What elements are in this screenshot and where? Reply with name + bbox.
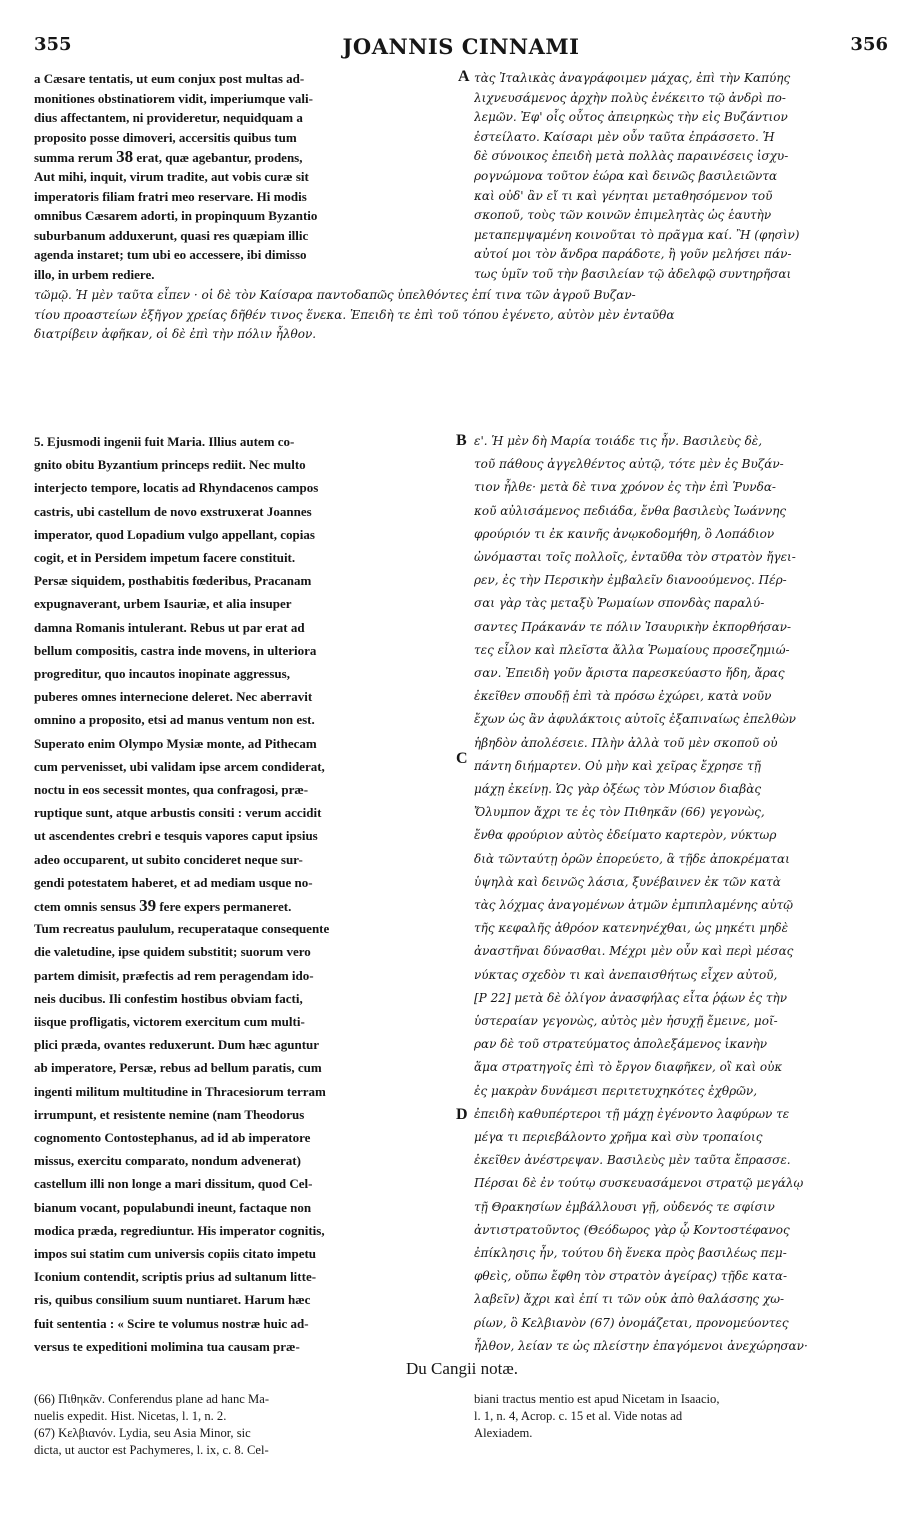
greek-line: τὰς Ἰταλικὰς ἀναγράφοιμεν μάχας, ἐπὶ τὴν Καπύης [474,71,791,85]
latin-line: adeo occuparent, ut subito concideret neque sur- [34,851,303,867]
greek-line: ὑστεραίαν γεγονὼς, αὐτὸς μὲν ἡσυχῇ ἔμεινε, μοῖ- [474,1014,778,1028]
greek-line: δὲ σύνοικος ἐπειδὴ μετὰ πολλὰς παραινέσεις ἰσχυ- [474,149,789,164]
greek-line: ἅμα στρατηγοῖς ἐπὶ τὸ ἔργον διαφῆκεν, οἳ καὶ οὐκ [474,1060,783,1075]
greek-line: καὶ οὐδ' ἂν εἴ τι καὶ γένηται μεταθησόμενον τοῦ [474,188,773,203]
footnote-line: (66) Πιθηκᾶν. Conferendus plane ad hanc Ma- [34,1392,270,1406]
latin-line: ruptique sunt, atque arbustis consiti : verum accidit [34,805,322,821]
greek-line: μεταπεμψαμένη κοινοῦται τὸ πρᾶγμα καί. Ἢ (φησὶν) [474,227,800,242]
latin-line: agenda instaret; tum ubi eo accessere, ibi dimisso [34,247,307,263]
greek-line: φρούριόν τι ἐκ καινῆς ἀνῳκοδομήθη, ὃ Λοπάδιον [474,526,775,541]
latin-line: plici præda, ovantes reduxerunt. Dum hæc aguntur [34,1037,320,1053]
greek-line: ρεν, ἐς τὴν Περσικὴν ἐμβαλεῖν διανοούμενος. Πέρ- [474,573,787,588]
margin-page-number: 39 [139,896,157,915]
latin-line: bellum compositis, castra inde movens, in ulteriora [34,642,317,658]
running-title: JOANNIS CINNAMI [342,34,580,59]
latin-line: monitiones obstinatiorem vidit, imperiumque vali- [34,90,313,106]
latin-line: interjecto tempore, locatis ad Rhyndacenos campos [34,480,319,496]
latin-line: castris, ubi castellum de novo exstruxerat Joannes [34,503,312,519]
latin-line: omnibus Cæsarem adorti, in propinquum Byzantio [34,208,318,224]
greek-line: σαντες Πράκανάν τε πόλιν Ἰσαυρικὴν ἐκπορθήσαν- [474,619,792,634]
latin-line: Tum recreatus paululum, recuperataque consequente [34,921,330,937]
greek-line: τῆς κεφαλῆς ἀθρόον κατενηνέχθαι, ὡς μηκέτι μηδὲ [474,921,789,936]
greek-line: ἦλθον, λείαν τε ὡς πλείστην ἐπαγόμενοι ἀνεχώρησαν· [474,1338,808,1353]
greek-line: σαν. Ἐπειδὴ γοῦν ἄριστα παρεσκεύαστο ἤδη, ἄρας [474,666,785,680]
latin-line: impos sui statim cum universis copiis citato impetu [34,1246,317,1261]
latin-line: suburbanum adduxerunt, quasi res quæpiam illic [34,227,309,243]
latin-line: noctu in eos secessit montes, qua confragosi, præ- [34,782,309,797]
greek-line: Πέρσαι δὲ ἐν τούτῳ συσκευασάμενοι στρατῷ μεγάλῳ [474,1176,804,1191]
greek-line: κοῦ αὐλισάμενος πεδιάδα, ἔνθα βασιλεὺς Ἰωάννης [474,503,787,518]
greek-line: ἡβηδὸν ἀπολέσειε. Πλὴν ἀλλὰ τοῦ μὲν σκοποῦ οὐ [474,735,778,750]
greek-line: σκοποῦ, τοὺς τῶν κοινῶν ἐπιμελητὰς ὡς ἑαυτὴν [474,208,772,223]
latin-line: partem dimisit, præfectis ad rem peragendam ido- [34,967,314,983]
footnote-line: (67) Κελβιανόν. Lydia, seu Asia Minor, sic [34,1426,251,1440]
greek-line: ἀντιστρατοῦντος (Θεόδωρος γὰρ ᾧ Κοντοστέφανος [474,1222,790,1237]
footnote-line: Alexiadem. [474,1426,533,1440]
greek-line: Ὄλυμπον ἄχρι τε ἐς τὸν Πιθηκᾶν (66) γεγονὼς, [474,805,765,820]
latin-line: fuit sententia : « Scire te volumus nostræ huic ad- [34,1315,309,1331]
latin-line: cognomento Contostephanus, ad id ab imperatore [34,1130,311,1145]
latin-line: puberes omnes internecione deleret. Nec aberravit [34,689,313,705]
latin-line: dius affectantem, ni provideretur, nequidquam a [34,110,303,126]
greek-line: ἔχων ὡς ἂν ἀφυλάκτοις αὐτοῖς ἐξαπιναίως ἐπελθὼν [474,712,796,727]
greek-full-line: τῶμῷ. Ἡ μὲν ταῦτα εἶπεν · οἱ δὲ τὸν Καίσαρα παντοδαπῶς ὑπελθόντες ἐπί τινα τῶν ἀγροῦ Βυζαν- [34,288,636,302]
greek-line: ρογνώμονα τοῦτον ἑώρα καὶ δεινῶς βασιλειῶντα [474,169,778,183]
greek-line: τες εἶλον καὶ πλεῖστα ἄλλα Ῥωμαίους προσεζημιώ- [474,642,790,657]
page-number-right: 356 [850,34,888,55]
footnote-line: l. 1, n. 4, Acrop. c. 15 et al. Vide notas ad [474,1409,683,1423]
latin-line: versus te expeditioni molimina tua causam præ- [34,1338,300,1354]
notes-heading: Du Cangii notæ. [406,1359,518,1378]
latin-line: missus, exercitu comparato, nondum advenerat) [34,1153,301,1169]
latin-line: Superato enim Olympo Mysiæ monte, ad Pithecam [34,735,317,751]
greek-line: τῇ Θρακησίων ἐμβάλλουσι γῇ, οὐδενός τε σφίσιν [474,1199,775,1214]
latin-line: modica præda, regrediuntur. His imperator cognitis, [34,1222,325,1238]
latin-line: progreditur, quo incautos inopinate aggressus, [34,666,290,681]
greek-line: διὰ τῶνταύτῃ ὀρῶν ἐπορεύετο, ἃ τῇδε ἀποκρέμαται [474,851,790,866]
latin-line: neis ducibus. Ili confestim hostibus obviam facti, [34,990,303,1006]
greek-line: ἐπίκλησις ἦν, τούτου δὴ ἕνεκα πρὸς βασιλέως πεμ- [474,1246,787,1260]
greek-line: ἔνθα φρούριον αὐτὸς ἐδείματο καρτερὸν, νύκτωρ [474,828,777,843]
greek-line: ραν δὲ τοῦ στρατεύματος ἀπολεξάμενος ἱκανὴν [474,1037,768,1052]
latin-line: Iconium contendit, scriptis prius ad sultanum litte- [34,1269,317,1285]
latin-line: gendi potestatem haberet, et ad mediam usque no- [34,874,313,890]
greek-line: ἐπειδὴ καθυπέρτεροι τῇ μάχῃ ἐγένοντο λαφύρων τε [474,1106,790,1121]
greek-line: λιχνευσάμενος ἀρχὴν πολὺς ἐνέκειτο τῷ ἀνδρὶ πο- [474,90,786,105]
latin-line: cogit, et in Persidem impetum facere constituit. [34,550,296,565]
latin-line: imperator, quod Lopadium vulgo appellant, copias [34,526,315,542]
latin-line-fragment: fere expers permaneret. [156,899,292,914]
latin-line: ingenti militum multitudine in Thracesiorum terram [34,1083,326,1099]
greek-line: ἐς μακρὰν δυνάμεσι περιτετυχηκότες ἐχθρῶν, [474,1083,758,1098]
footnote-line: nuelis expedit. Hist. Nicetas, l. 1, n. 2. [34,1409,227,1423]
margin-marker-d: D [456,1106,468,1123]
latin-line: irrumpunt, et resistente nemine (nam Theodorus [34,1106,305,1122]
latin-line: ut ascendentes crebri e tesquis vapores caput ipsius [34,828,318,844]
greek-line: τὰς λόχμας ἀναγομένων ἀτμῶν ἐμπιπλαμένης αὐτῷ [474,898,794,912]
latin-line [34,896,452,916]
greek-line: [P 22] μετὰ δὲ ὀλίγον ἀνασφήλας εἶτα ῥᾴων ἐς τὴν [474,990,788,1005]
latin-line: imperatoris filiam fratri meo reservare. Hi modis [34,188,307,204]
greek-line: μάχῃ ἐκείνῃ. Ὡς γὰρ ὀξέως τὸν Μύσιον διαβὰς [474,782,762,796]
latin-line: die valetudine, ipse quidem substitit; suorum vero [34,944,311,960]
latin-line: omnino a proposito, etsi ad manus ventum non est. [34,712,315,728]
footnote-line: dicta, ut auctor est Pachymeres, l. ix, c. 8. Cel- [34,1443,269,1457]
greek-line: νύκτας σχεδὸν τι καὶ ἀνεπαισθήτως εἶχεν αὐτοῦ, [474,967,778,982]
greek-line: ἀναστῆναι δύνασθαι. Μέχρι μὲν οὖν καὶ περὶ μέσας [474,944,794,959]
page-header [34,34,888,64]
greek-line: ἐκεῖθεν ἀνέστρεψαν. Βασιλεὺς μὲν ταῦτα ἔπρασσε. [474,1153,791,1168]
greek-line: ὑψηλὰ καὶ δεινῶς λάσια, ξυνέβαινεν ἐκ τῶν κατὰ [474,874,781,889]
latin-line: a Cæsare tentatis, ut eum conjux post multas ad- [34,71,305,86]
greek-line: πάντη διήμαρτεν. Οὐ μὴν καὶ χεῖρας ἔχρησε τῇ [474,758,761,773]
margin-marker-a: A [458,68,470,85]
greek-line: τως ὑμῖν τοῦ τὴν βασιλείαν τῷ ἀδελφῷ συντηρῆσαι [474,267,792,281]
greek-line: σαι γὰρ τὰς μεταξὺ Ῥωμαίων σπονδὰς παραλύ- [474,596,765,611]
latin-line [34,147,452,167]
margin-marker-c: C [456,750,468,767]
greek-line: μέγα τι περιεβάλοντο χρῆμα καὶ σὺν τροπαίοις [474,1130,763,1144]
greek-line: φθεὶς, οὔπω ἔφθη τὸν στρατὸν ἀγείρας) τῇδε κατα- [474,1269,788,1284]
latin-line: gnito obitu Byzantium princeps rediit. Nec multo [34,457,306,473]
latin-line-fragment: erat, quæ agebantur, prodens, [133,150,303,166]
greek-line: τοῦ πάθους ἀγγελθέντος αὐτῷ, τότε μὲν ἐς Βυζάν- [474,457,784,472]
greek-line: λαβεῖν) ἄχρι καὶ ἐπί τι τῶν οὐκ ἀπὸ θαλάσσης χω- [474,1292,785,1307]
latin-line: damna Romanis intulerant. Rebus ut par erat ad [34,619,305,635]
latin-line: ris, quibus consilium suum nuntiaret. Harum hæc [34,1292,311,1308]
greek-line: ε'. Ἡ μὲν δὴ Μαρία τοιάδε τις ἦν. Βασιλεὺς δὲ, [474,434,763,448]
latin-line: Aut mihi, inquit, virum tradite, aut vobis curæ sit [34,169,309,184]
greek-line: τιον ἦλθε· μετὰ δὲ τινα χρόνον ἐς τὴν ἐπὶ Ῥυνδα- [474,480,776,495]
greek-line: ἐστείλατο. Καίσαρι μὲν οὖν ταῦτα ἐπράσσετο. Ἡ [474,129,775,144]
margin-page-number: 38 [116,147,134,167]
margin-marker-b: B [456,432,467,449]
greek-full-line: τίου προαστείων ἐξῆγον χρείας δῆθέν τινος ἕνεκα. Ἐπειδὴ τε ἐπὶ τοῦ τόπου ἐγένετο, αὐτὸν μὲν ἐνταῦθα [34,307,675,322]
latin-line: cum pervenisset, ubi validam ipse arcem condiderat, [34,758,325,774]
latin-line: bianum vocant, populabundi ineunt, factaque non [34,1199,312,1215]
latin-line-fragment: ctem omnis sensus [34,899,140,914]
latin-line: 5. Ejusmodi ingenii fuit Maria. Illius autem co- [34,434,295,449]
greek-line: ὠνόμασται τοῖς πολλοῖς, ἐνταῦθα τὸν στρατὸν ἤγει- [474,550,796,564]
latin-line-fragment: summa rerum [34,150,117,166]
latin-line: expugnaverant, urbem Isauriæ, et alia insuper [34,596,292,612]
page-number-left: 355 [34,34,72,55]
latin-line: iisque profligatis, victorem exercitum cum multi- [34,1014,305,1029]
footnote-line: biani tractus mentio est apud Nicetam in Isaacio, [474,1392,720,1406]
latin-line: castellum illi non longe a mari dissitum, quod Cel- [34,1176,313,1192]
greek-line: ρίων, ὃ Κελβιανὸν (67) ὀνομάζεται, προνομεύοντες [474,1315,789,1330]
latin-line: Persæ siquidem, posthabitis fœderibus, Pracanam [34,573,312,589]
latin-line: illo, in urbem rediere. [34,267,155,282]
greek-line: αὐτοί μοι τὸν ἄνδρα παράδοτε, ἢ γοῦν μελήσει πάν- [474,247,792,262]
greek-line: ἐκεῖθεν σπουδῇ ἐπὶ τὰ πρόσω ἐχώρει, κατὰ νοῦν [474,689,772,704]
greek-line: λεμῶν. Ἐφ' οἷς οὗτος ἀπειρηκὼς τὴν εἰς Βυζάντιον [474,110,788,125]
latin-line: ab imperatore, Persæ, rebus ad bellum paratis, cum [34,1060,322,1076]
greek-full-line: διατρίβειν ἀφῆκαν, οἱ δὲ ἐπὶ τὴν πόλιν ἦλθον. [34,327,317,342]
latin-line: proposito posse dimoveri, accersitis quibus tum [34,129,297,145]
